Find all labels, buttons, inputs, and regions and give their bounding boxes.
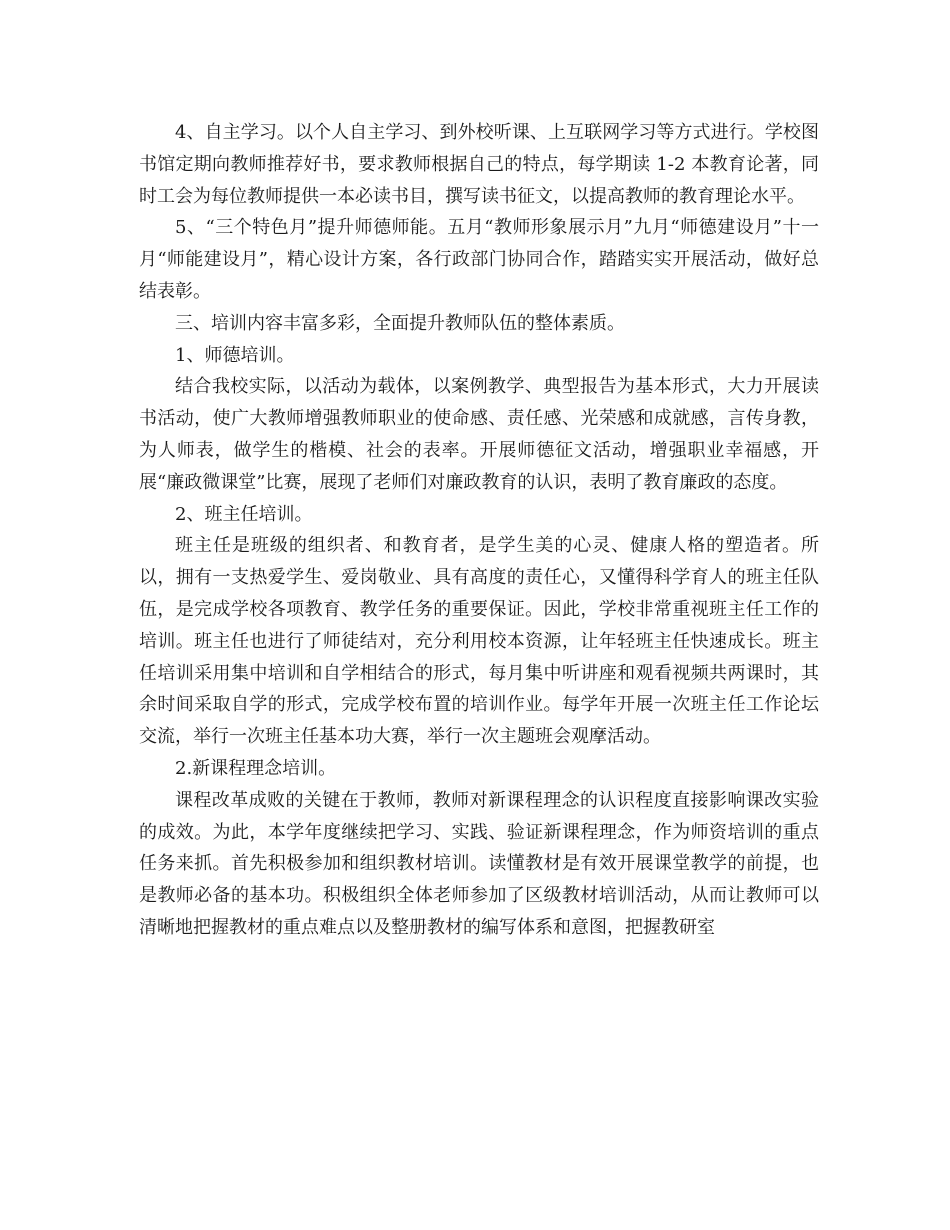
section-heading-training-content: 三、培训内容丰富多彩，全面提升教师队伍的整体素质。 bbox=[175, 312, 625, 334]
paragraph-ethics-training: 结合我校实际，以活动为载体，以案例教学、典型报告为基本形式，大力开展读书活动，使广大教师增强教师职业的使命感、责任感、光荣感和成就感，言传身教，为人师表，做学生的楷模、社会的表率。开展师德征文活动，增强职业幸福感，开展“廉政微课堂”比赛，展现了老师们对廉政教育的认识，表明了教育廉政的态度。 bbox=[139, 376, 819, 493]
paragraph-head-teacher-training: 班主任是班级的组织者、和教育者，是学生美的心灵、健康人格的塑造者。所以，拥有一支热爱学生、爱岗敬业、具有高度的责任心，又懂得科学育人的班主任队伍，是完成学校各项教育、教学任务的重要保证。因此，学校非常重视班主任工作的培训。班主任也进行了师徒结对，充分利用校本资源，让年轻班主任快速成长。班主任培训采用集中培训和自学相结合的形式，每月集中听讲座和观看视频共两课时，其余时间采取自学的形式，完成学校布置的培训作业。每学年开展一次班主任工作论坛交流，举行一次班主任基本功大赛，举行一次主题班会观摩活动。 bbox=[139, 535, 819, 748]
paragraph-self-study: 4、自主学习。以个人自主学习、到外校听课、上互联网学习等方式进行。学校图书馆定期向教师推荐好书，要求教师根据自己的特点，每学期读 1-2 本教育论著，同时工会为每位教师提供一本必读书目，撰写读书征文，以提高教师的教育理论水平。 bbox=[139, 122, 819, 207]
subheading-head-teacher-training: 2、班主任培训。 bbox=[175, 503, 313, 525]
subheading-ethics-training: 1、师德培训。 bbox=[175, 344, 295, 366]
paragraph-three-feature-months: 5、“三个特色月”提升师德师能。五月“教师形象展示月”九月“师德建设月”十一月“师能建设月”，精心设计方案，各行政部门协同合作，踏踏实实开展活动，做好总结表彰。 bbox=[139, 217, 819, 302]
document-body bbox=[139, 117, 819, 944]
subheading-new-curriculum-training: 2.新课程理念培训。 bbox=[175, 757, 337, 779]
paragraph-new-curriculum-training: 课程改革成败的关键在于教师，教师对新课程理念的认识程度直接影响课改实验的成效。为此，本学年度继续把学习、实践、验证新课程理念，作为师资培训的重点任务来抓。首先积极参加和组织教材培训。读懂教材是有效开展课堂教学的前提，也是教师必备的基本功。积极组织全体老师参加了区级教材培训活动，从而让教师可以清晰地把握教材的重点难点以及整册教材的编写体系和意图，把握教研室 bbox=[139, 789, 819, 938]
